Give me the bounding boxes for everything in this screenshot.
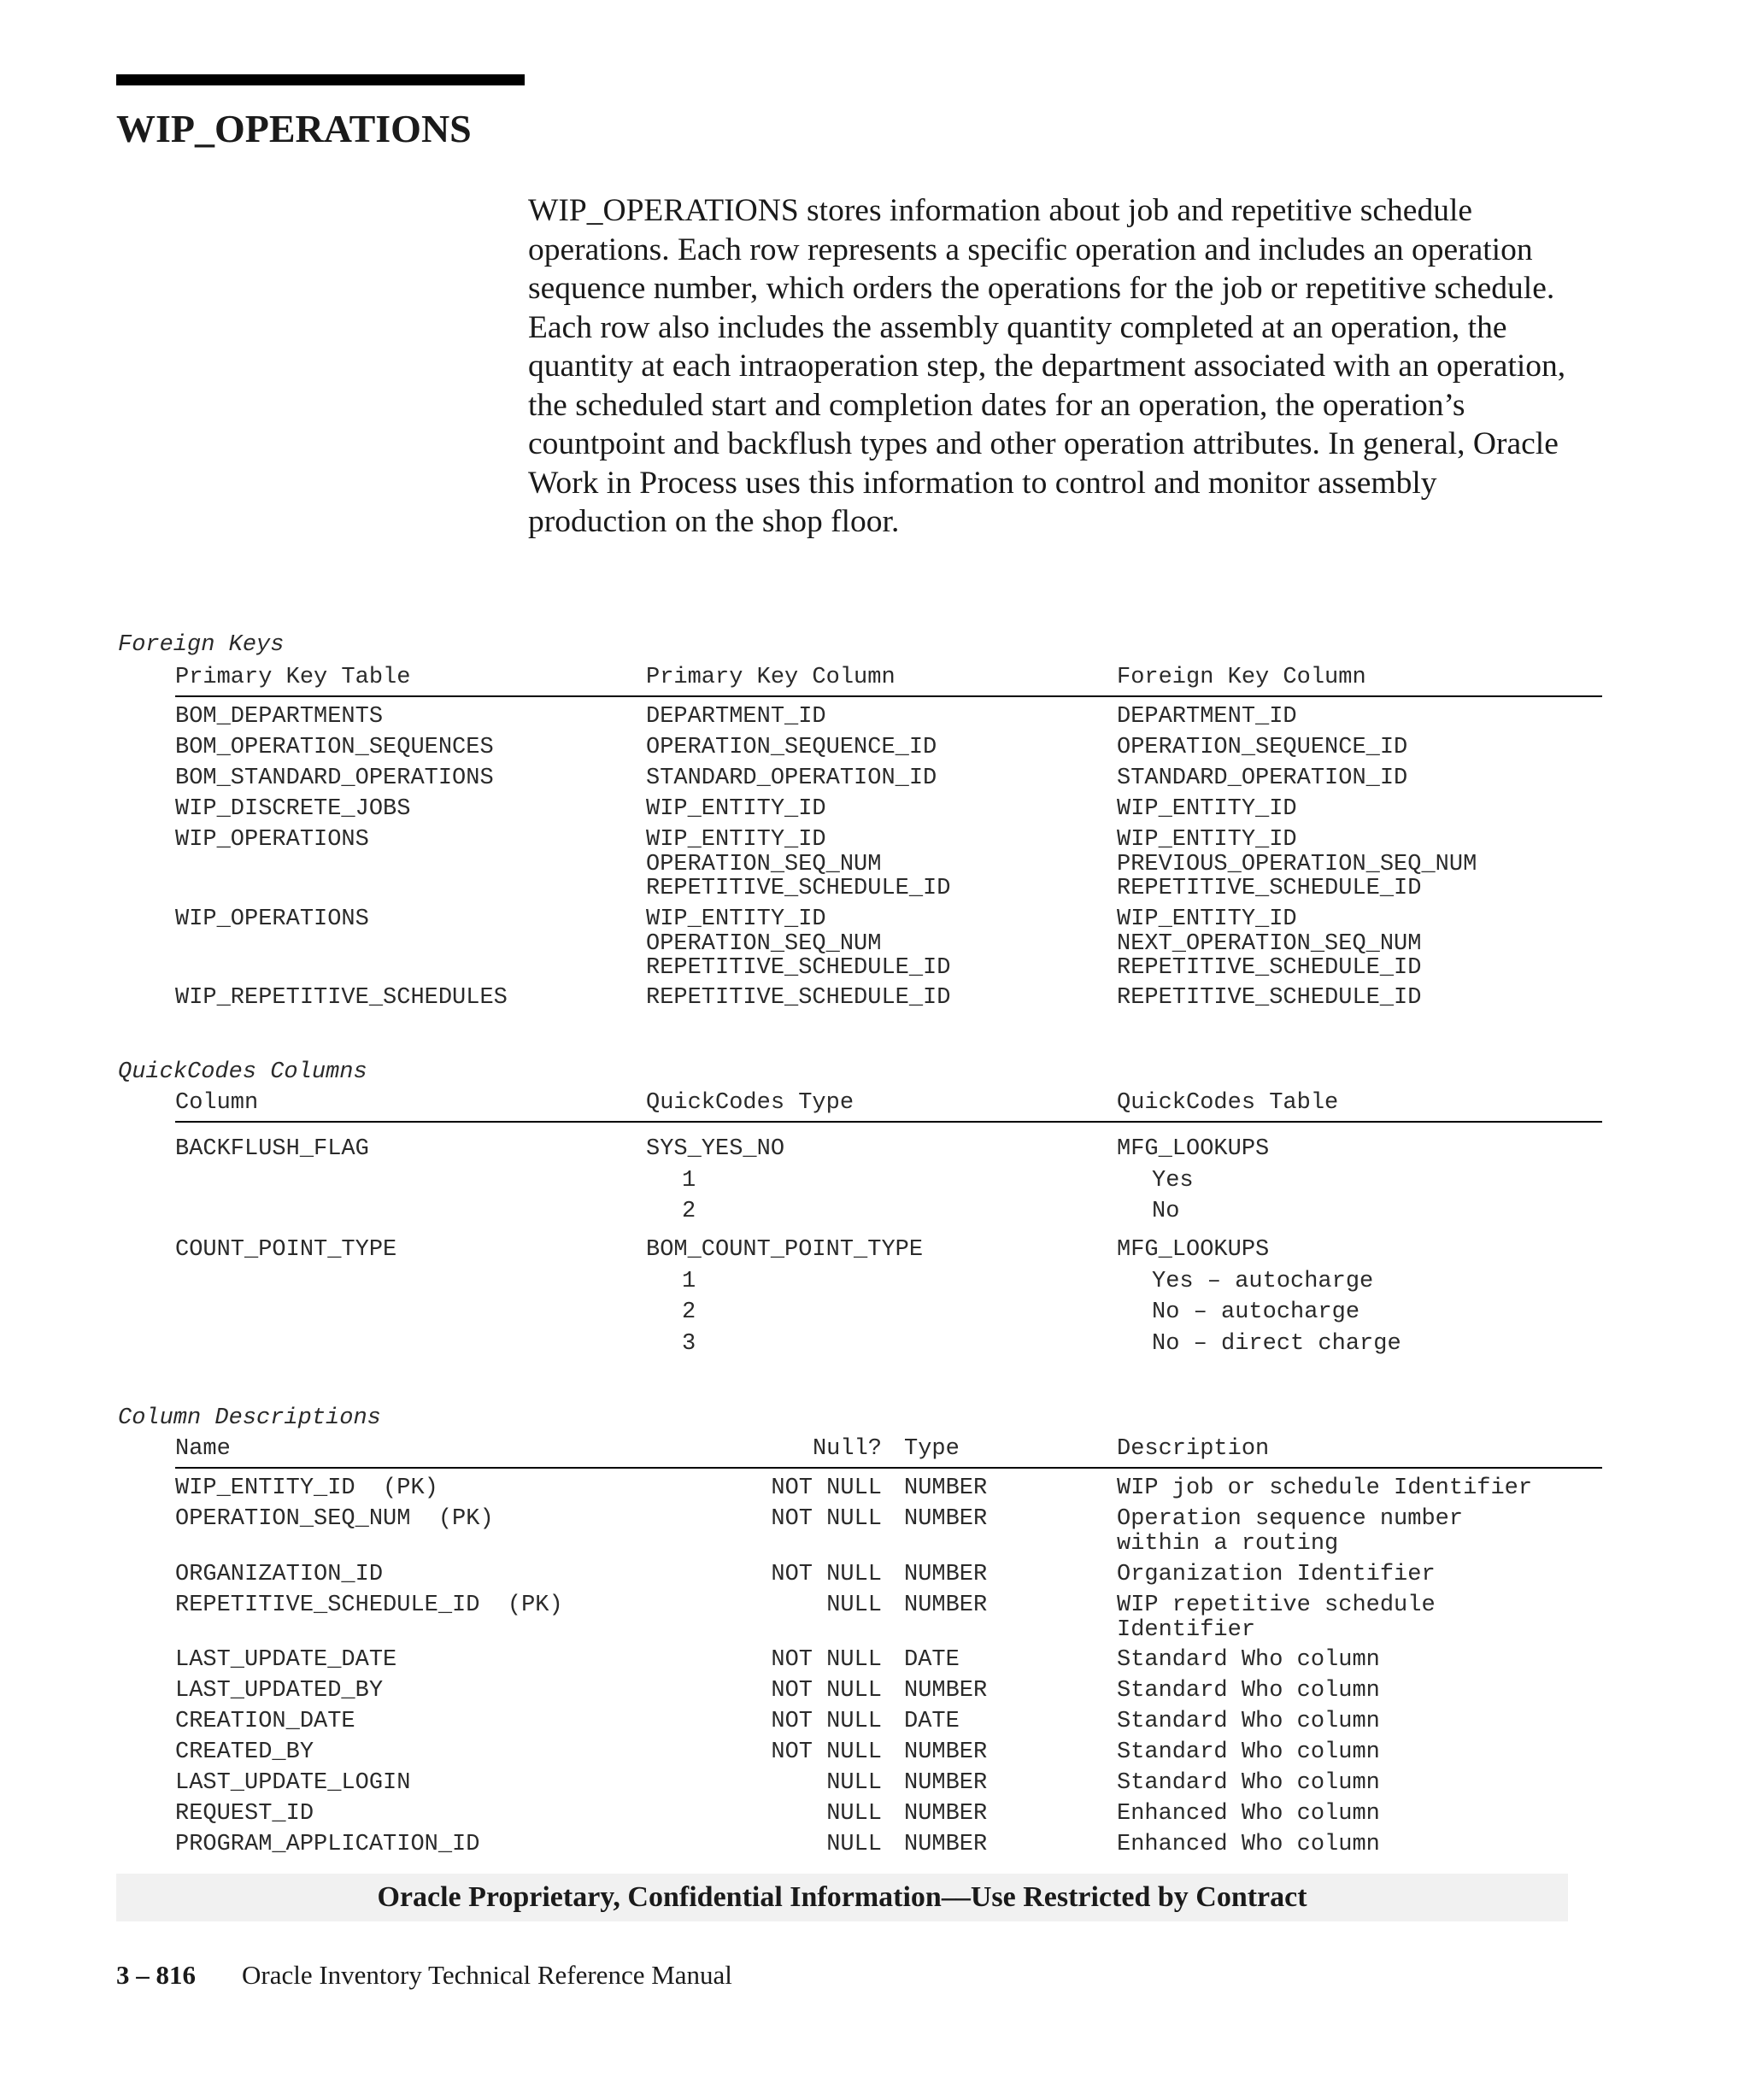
qc-row-column: BACKFLUSH_FLAG <box>175 1136 369 1162</box>
qc-code-meaning: No <box>1152 1199 1180 1224</box>
column-name: LAST_UPDATED_BY <box>175 1678 384 1704</box>
column-descriptions-label: Column Descriptions <box>118 1405 381 1431</box>
qc-row-table: MFG_LOOKUPS <box>1117 1237 1270 1263</box>
fk-header-pk-column: Primary Key Column <box>646 665 896 690</box>
column-description: Standard Who column <box>1117 1647 1380 1673</box>
cd-header-name: Name <box>175 1436 231 1462</box>
intro-paragraph: WIP_OPERATIONS stores information about job and repetitive schedule operations. Each row represents a specific operation and includes an operation sequence number, which orders the operations for the job or repetitive schedule. Each row also includes the assembly quantity completed at an operation, the quantity at each intraoperation step, the department associated with an operation, the scheduled start and completion dates for an operation, the operation’s countpoint and backflush types and other operation attributes. In general, Oracle Work in Process uses this information to control and monitor assembly production on the shop floor. <box>528 193 1566 539</box>
column-type: NUMBER <box>904 1506 988 1532</box>
qc-row-column: COUNT_POINT_TYPE <box>175 1237 397 1263</box>
fk-row-pk-column: STANDARD_OPERATION_ID <box>646 766 937 791</box>
fk-header-fk-column: Foreign Key Column <box>1117 665 1366 690</box>
qc-code-meaning: Yes – autocharge <box>1152 1268 1374 1294</box>
confidential-notice: Oracle Proprietary, Confidential Information––Use Restricted by Contract <box>116 1874 1568 1921</box>
column-null: NOT NULL <box>771 1739 882 1765</box>
column-type: NUMBER <box>904 1801 988 1827</box>
foreign-keys-label: Foreign Keys <box>118 632 285 658</box>
column-description: Organization Identifier <box>1117 1562 1436 1587</box>
column-name: PROGRAM_APPLICATION_ID <box>175 1832 480 1857</box>
column-type: DATE <box>904 1647 960 1673</box>
cd-header-rule <box>175 1467 1602 1469</box>
fk-row-fk-column: WIP_ENTITY_ID <box>1117 796 1297 822</box>
fk-row-table: WIP_OPERATIONS <box>175 827 369 853</box>
cd-header-description: Description <box>1117 1436 1270 1462</box>
qc-header-type: QuickCodes Type <box>646 1090 854 1116</box>
column-null: NULL <box>826 1770 882 1796</box>
column-description: Operation sequence number within a routing <box>1117 1506 1464 1557</box>
qc-code-value: 1 <box>682 1167 696 1194</box>
fk-row-pk-column: OPERATION_SEQUENCE_ID <box>646 735 937 760</box>
column-name: REQUEST_ID <box>175 1801 314 1827</box>
column-null: NOT NULL <box>771 1678 882 1704</box>
fk-row-fk-column: DEPARTMENT_ID <box>1117 704 1297 730</box>
column-name: CREATED_BY <box>175 1739 314 1765</box>
column-description: WIP job or schedule Identifier <box>1117 1475 1533 1501</box>
column-description: WIP repetitive schedule Identifier <box>1117 1593 1436 1643</box>
column-null: NOT NULL <box>771 1647 882 1673</box>
qc-code-meaning: Yes <box>1152 1167 1194 1194</box>
fk-row-table: WIP_OPERATIONS <box>175 906 369 932</box>
column-null: NULL <box>826 1593 882 1618</box>
column-name: CREATION_DATE <box>175 1709 355 1734</box>
qc-code-value: 2 <box>682 1299 696 1325</box>
fk-row-table: WIP_REPETITIVE_SCHEDULES <box>175 985 508 1011</box>
page-title: WIP_OPERATIONS <box>116 107 472 150</box>
fk-row-fk-column: WIP_ENTITY_ID PREVIOUS_OPERATION_SEQ_NUM REPETITIVE_SCHEDULE_ID <box>1117 827 1477 901</box>
fk-row-table: BOM_OPERATION_SEQUENCES <box>175 735 494 760</box>
column-null: NOT NULL <box>771 1475 882 1501</box>
qc-code-value: 1 <box>682 1268 696 1294</box>
column-description: Standard Who column <box>1117 1770 1380 1796</box>
fk-row-fk-column: OPERATION_SEQUENCE_ID <box>1117 735 1408 760</box>
fk-row-fk-column: REPETITIVE_SCHEDULE_ID <box>1117 985 1422 1011</box>
column-type: NUMBER <box>904 1832 988 1857</box>
column-null: NOT NULL <box>771 1709 882 1734</box>
fk-header-pk-table: Primary Key Table <box>175 665 411 690</box>
qc-row-type: SYS_YES_NO <box>646 1136 785 1162</box>
fk-row-table: BOM_STANDARD_OPERATIONS <box>175 766 494 791</box>
column-type: NUMBER <box>904 1562 988 1587</box>
column-type: NUMBER <box>904 1593 988 1618</box>
column-null: NOT NULL <box>771 1562 882 1587</box>
column-type: DATE <box>904 1709 960 1734</box>
column-null: NULL <box>826 1832 882 1857</box>
fk-row-pk-column: WIP_ENTITY_ID OPERATION_SEQ_NUM REPETITIVE_SCHEDULE_ID <box>646 906 951 981</box>
column-description: Enhanced Who column <box>1117 1801 1380 1827</box>
column-name: LAST_UPDATE_LOGIN <box>175 1770 411 1796</box>
column-null: NULL <box>826 1801 882 1827</box>
fk-header-rule <box>175 695 1602 697</box>
column-description: Standard Who column <box>1117 1709 1380 1734</box>
column-description: Standard Who column <box>1117 1678 1380 1704</box>
column-type: NUMBER <box>904 1475 988 1501</box>
column-name: ORGANIZATION_ID <box>175 1562 384 1587</box>
column-description: Standard Who column <box>1117 1739 1380 1765</box>
qc-row-table: MFG_LOOKUPS <box>1117 1136 1270 1162</box>
column-name: WIP_ENTITY_ID (PK) <box>175 1475 438 1501</box>
column-name: LAST_UPDATE_DATE <box>175 1647 397 1673</box>
column-description: Enhanced Who column <box>1117 1832 1380 1857</box>
fk-row-fk-column: WIP_ENTITY_ID NEXT_OPERATION_SEQ_NUM REPETITIVE_SCHEDULE_ID <box>1117 906 1422 981</box>
qc-code-value: 2 <box>682 1199 696 1224</box>
quickcodes-label: QuickCodes Columns <box>118 1059 367 1085</box>
column-type: NUMBER <box>904 1770 988 1796</box>
column-null: NOT NULL <box>771 1506 882 1532</box>
fk-row-fk-column: STANDARD_OPERATION_ID <box>1117 766 1408 791</box>
qc-row-type: BOM_COUNT_POINT_TYPE <box>646 1237 924 1263</box>
title-rule <box>116 74 525 85</box>
fk-row-pk-column: REPETITIVE_SCHEDULE_ID <box>646 985 951 1011</box>
fk-row-pk-column: WIP_ENTITY_ID OPERATION_SEQ_NUM REPETITIVE_SCHEDULE_ID <box>646 827 951 901</box>
cd-header-null: Null? <box>812 1436 882 1462</box>
fk-row-pk-column: DEPARTMENT_ID <box>646 704 826 730</box>
column-type: NUMBER <box>904 1678 988 1704</box>
page-number: 3 – 816 <box>116 1960 196 1990</box>
fk-row-table: WIP_DISCRETE_JOBS <box>175 796 411 822</box>
qc-header-column: Column <box>175 1090 259 1116</box>
fk-row-table: BOM_DEPARTMENTS <box>175 704 384 730</box>
qc-header-table: QuickCodes Table <box>1117 1090 1339 1116</box>
qc-code-meaning: No – direct charge <box>1152 1330 1401 1357</box>
qc-header-rule <box>175 1121 1602 1123</box>
column-name: REPETITIVE_SCHEDULE_ID (PK) <box>175 1593 563 1618</box>
qc-code-meaning: No – autocharge <box>1152 1299 1360 1325</box>
column-type: NUMBER <box>904 1739 988 1765</box>
column-name: OPERATION_SEQ_NUM (PK) <box>175 1506 494 1532</box>
qc-code-value: 3 <box>682 1330 696 1357</box>
cd-header-type: Type <box>904 1436 960 1462</box>
manual-title: Oracle Inventory Technical Reference Manual <box>242 1960 732 1990</box>
fk-row-pk-column: WIP_ENTITY_ID <box>646 796 826 822</box>
